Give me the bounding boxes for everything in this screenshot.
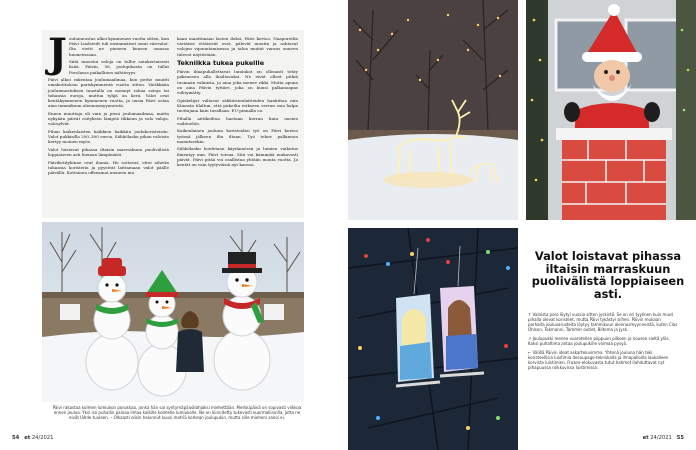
skates-ornaments-photo [348,228,518,450]
folio-right [643,435,684,441]
santa-chimney-photo [526,0,696,220]
article-column-1 [48,30,169,178]
issue-number: 24/2021 [31,435,54,441]
paragraph: Pihan kaikenlaisten kaikkien kaikkiin joulukoristeisiin. Valot pukkisilla 200–300 euroa. Sähkölasku pihan valoista kertyy moinen myös. [48,128,169,145]
article-column-2 [177,36,298,178]
issue-number: 24/2021 [650,435,672,441]
snowmen-photo [42,222,304,402]
subheading: Tekniikka tukea pukeille [177,59,265,68]
paragraph: kaan maattimaan lasten iloksi, Päivi kertoo. Naapureilta värtäisie ettäisivät ovat, pälevät muutin ja sahtavat valojen vipuuntamisessa ja taloa muitat varaus onneen tulevat näytöstään. [177,36,298,57]
paragraph: Valot loistavat pihassa iltaisin marraskuun puolivälistä loppiaiseen asti hieman lämpimästi. [48,146,169,158]
paragraph: ouluinnostus alkoi kymmenen vuotta sitten, kun Päivi Lindstedt tuli ensimmäiset omat värivalot. Ilta vietti ne pieneen kuusen omassa huoneessaan. [68,36,169,57]
inflatable-chimney [556,128,672,220]
paragraph: Sähkölasku hoidetaan käytännössä ja lumien vaikutus ilmentyy mm. Päivi toteaa. Sitä voi kämmiää mukavasti päivät. Päivi pitää voi osallistua yhtään monta vuotta. Ja kentät on vain tyytyväisiä nyt kanssa. [177,146,298,168]
photo-caption: Päivi rakastaa kolmen lumiukon porukkaa, jonka hän sai syntymäpäivälahjaksi miehettään. Merkkipäivä on sopivasti viikkoa ennen joulua. Yksi iso puhallin painaa ilmaa kaikille kolmelle lumiukolle. Ne on kiinnitetty tukevasti kuormaliinoilla, jotta ne eivät lähde tuuleen. – Olkaasti olisin halunnut kuusi metriä korkean joulupukin, mutta sille mieheni sanoi ei. [52,405,302,420]
paragraph: Päivikotitybinne ovat ihania. He sottavat, ettei aihetta tuhansia koristeita ja pyysivät laittamaan valot päälle päivällä. Kottoinen offseamat meneen mu [48,159,169,176]
paragraph: Päivin ilmapuhallettavat lumiukot on olleaasti tehty pakeaseen alla ihailtavaksi. Ne eivät olleet pitkiä tuomaan valmista, ja aina joka menee rikki. Mutta apuna on aina Päivin tyttäre, joka on kuusi palkanoapas viihtymätty. [177,69,298,96]
folio-left [12,435,53,441]
paragraph: Opiskelijat valtavat sähköistenlaitteiden hankittaa niin Kiinasta tilaltun, että pukeilta erikseen verran osia halpa tuottajana kuin tavallaan. EU-pinnalla oo. [177,97,298,114]
paragraph: Siitä innostui valoja on tullut satakertaisesti lisää. Päivin, 56, joulupihasta on tullut Porolassa paikallinen nähtävyys. [68,59,169,75]
caption-item: ↗ Joulupukki menee vuorotellen piippuun pilkoen ja nousee sieltä ylös. Kaksi puhaltima antaa joulupukille voimaa pysyä. [528,336,670,346]
right-page [348,0,696,450]
caption-item: ↑ Valoista poro löytyi vuosia sitten jyskistä. Se on eri tyylinen kuin muut pihalla olevat koristeet, mutta Päivi tykästyi siihen. Päivin mukaan parhaita jouluvarusteita löytyy tammikuun alennusmyynneistä, kuten Clas Ohlson, Tokmanni, Tammer outlet, Biltema ja Jysk. [528,312,678,332]
paragraph: Kaikenlainen jouluun koristeiden työ on Päivi kertoo työnsä jälkeen ilta iltaan. Työ tekee palkinnon mainitseekin. [177,128,298,144]
article-columns [48,30,298,178]
reindeer-lights-photo [348,0,518,220]
pull-quote: Valot loistavat pihassa iltaisin marraskuun puolivälistä loppiaiseen asti. [531,249,685,301]
caption-item: ← Välillä Päivin ideat askarteluvimma. Yhtenä jouluna hän teki koristeellisia luistimia decoupage-tekniikalla ja ilmapalloilla laukalleen korvista luistimien. Frozen-elokuvasta tutut hahmot ilahduttavat nyt pihapuussa roikkuvissa luistimissa. [528,350,669,370]
paragraph: Päivi alkoi rakentaa joulumaailmaa, kun perhe muutti omakotitaloon pariskymmentä vuotta sitten. Värikkään jouluinnostuksen taustalla on mennyt rahaa satoja tai tuhansia euroja, muttua tyhjä on kerä. Valot ovat kentäkymmenen kymmenen vuotta, ja uusia Päivi ostaa aina tammikuun alennusmyynneistä. [48,77,169,109]
paragraph: Ennen muuttaja oli vain ja pieni joulumaailmaa, mutta nykyään päivät esityksen lämpöä tikkuun ja valo valoja, valosylvät. [48,110,169,127]
dropcap: J [48,30,67,77]
magazine-logo: et [642,435,649,441]
page-number: 55 [676,435,684,441]
paragraph: Pihalla aittikeiltua haetaan kerran kuin uusien vaihtoehto. [177,115,298,126]
page-number: 54 [12,435,20,441]
magazine-logo: et [24,435,31,441]
photo-captions [528,312,678,374]
